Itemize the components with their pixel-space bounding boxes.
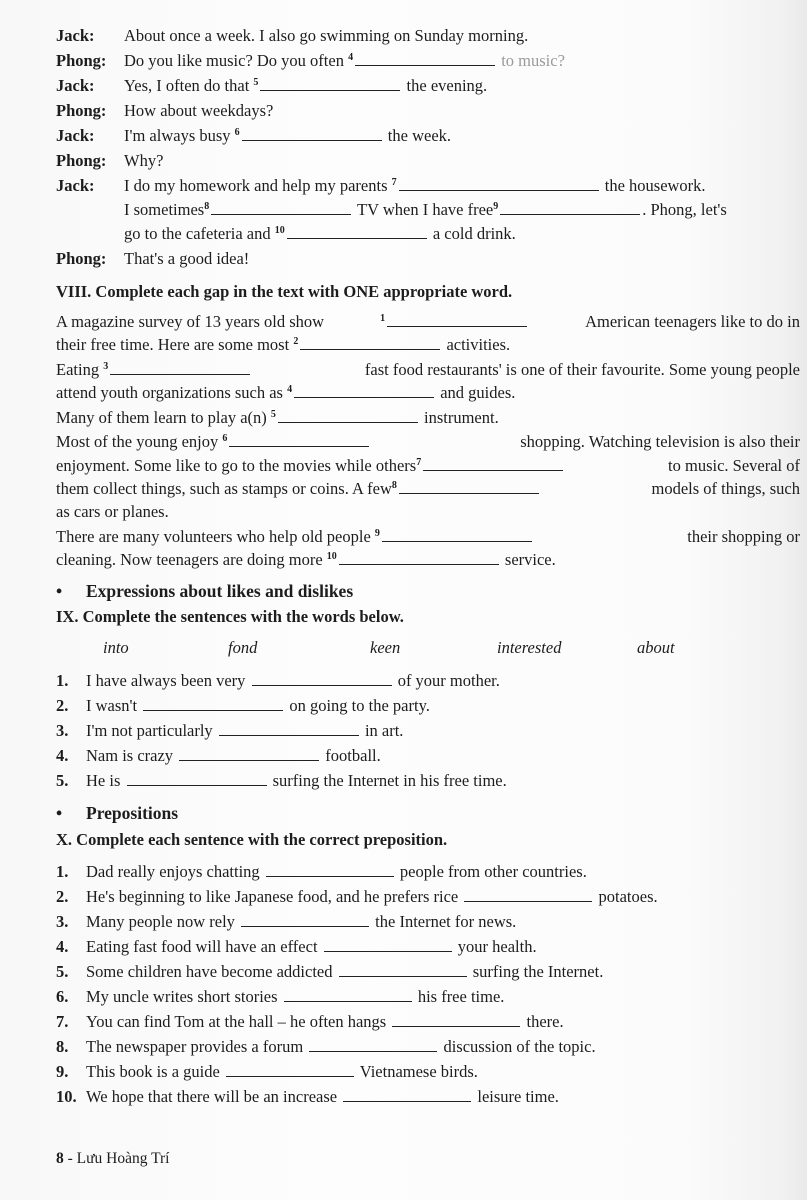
answer-blank[interactable] xyxy=(211,200,351,215)
answer-blank[interactable] xyxy=(343,1087,471,1102)
answer-blank[interactable] xyxy=(179,746,319,761)
gap-number: 10 xyxy=(274,225,285,236)
speaker-label: Phong: xyxy=(56,151,107,170)
exercise-item: 1. Dad really enjoys chatting people from other countries. xyxy=(56,862,587,881)
answer-blank[interactable] xyxy=(423,456,563,471)
answer-blank[interactable] xyxy=(260,76,400,91)
passage-line: Eating $^3$ fast food restaurants' is one of their favourite. Some young people xyxy=(56,360,800,379)
answer-blank[interactable] xyxy=(339,550,499,565)
exercise-item: 5. He is surfing the Internet in his free time. xyxy=(56,771,507,790)
answer-blank[interactable] xyxy=(226,1062,354,1077)
exercise-item: 6. My uncle writes short stories his free time. xyxy=(56,987,505,1006)
answer-blank[interactable] xyxy=(382,527,532,542)
passage-line: A magazine survey of 13 years old show $^1$ American teenagers like to do in xyxy=(56,312,800,331)
exercise-item: 7. You can find Tom at the hall – he often hangs there. xyxy=(56,1012,564,1031)
answer-blank[interactable] xyxy=(399,176,599,191)
answer-blank[interactable] xyxy=(127,771,267,786)
answer-blank[interactable] xyxy=(500,200,640,215)
gap-number: 9 xyxy=(493,201,499,212)
dialogue-line: Why? xyxy=(124,151,164,170)
gap-number: 5 xyxy=(253,77,259,88)
exercise-item: 2. He's beginning to like Japanese food, and he prefers rice potatoes. xyxy=(56,887,658,906)
passage-line: enjoyment. Some like to go to the movies while others$^7$ to music. Several of xyxy=(56,456,800,475)
answer-blank[interactable] xyxy=(278,408,418,423)
answer-blank[interactable] xyxy=(143,696,283,711)
dialogue-line: Do you like music? Do you often $^4$ to music? xyxy=(124,51,565,70)
passage-line: them collect things, such as stamps or coins. A few$^8$ models of things, such xyxy=(56,479,800,498)
answer-blank[interactable] xyxy=(392,1012,520,1027)
dialogue-line: Yes, I often do that $^5$ the evening. xyxy=(124,76,488,95)
answer-blank[interactable] xyxy=(241,912,369,927)
word-bank-item: keen xyxy=(370,638,401,657)
passage-line: Many of them learn to play a(n) $^5$ instrument. xyxy=(56,408,499,427)
dialogue-line: I'm always busy $^6$ the week. xyxy=(124,126,452,145)
gap-number: 6 xyxy=(234,127,240,138)
exercise-item: 9. This book is a guide Vietnamese birds. xyxy=(56,1062,478,1081)
gap-number: 8 xyxy=(204,201,210,212)
answer-blank[interactable] xyxy=(309,1037,437,1052)
passage-line: their free time. Here are some most $^2$ activities. xyxy=(56,335,511,354)
exercise-item: 3. Many people now rely the Internet for news. xyxy=(56,912,517,931)
exercise-item: 2. I wasn't on going to the party. xyxy=(56,696,430,715)
section-9-title: IX. Complete the sentences with the words below. xyxy=(56,607,404,626)
bullet-heading-prepositions: • Prepositions xyxy=(56,803,179,823)
word-bank-item: into xyxy=(103,638,129,657)
answer-blank[interactable] xyxy=(266,862,394,877)
answer-blank[interactable] xyxy=(387,312,527,327)
answer-blank[interactable] xyxy=(464,887,592,902)
dialogue-line: That's a good idea! xyxy=(124,249,250,268)
bullet-icon: • xyxy=(56,581,63,601)
word-bank-item: fond xyxy=(228,638,258,657)
exercise-item: 5. Some children have become addicted surfing the Internet. xyxy=(56,962,604,981)
answer-blank[interactable] xyxy=(252,671,392,686)
page-number: 8 xyxy=(56,1150,64,1167)
bullet-icon: • xyxy=(56,803,63,823)
exercise-item: 4. Nam is crazy football. xyxy=(56,746,381,765)
speaker-label: Phong: xyxy=(56,51,107,70)
bullet-heading-expressions: • Expressions about likes and dislikes xyxy=(56,581,354,601)
answer-blank[interactable] xyxy=(324,937,452,952)
answer-blank[interactable] xyxy=(355,51,495,66)
page-footer: 8 - Lưu Hoàng Trí xyxy=(56,1150,170,1167)
gap-number: 7 xyxy=(391,177,397,188)
answer-blank[interactable] xyxy=(287,224,427,239)
dialogue-line: go to the cafeteria and $^{10}$ a cold drink. xyxy=(124,224,516,243)
passage-line: There are many volunteers who help old people $^9$ their shopping or xyxy=(56,527,800,546)
answer-blank[interactable] xyxy=(219,721,359,736)
passage-line: cleaning. Now teenagers are doing more $^{10}$ service. xyxy=(56,550,556,569)
exercise-item: 10. We hope that there will be an increase leisure time. xyxy=(56,1087,559,1106)
exercise-item: 3. I'm not particularly in art. xyxy=(56,721,404,740)
dialogue-line: I do my homework and help my parents $^7$ the housework. xyxy=(124,176,706,195)
exercise-item: 1. I have always been very of your mother. xyxy=(56,671,500,690)
speaker-label: Jack: xyxy=(56,126,95,145)
word-bank-item: about xyxy=(637,638,675,657)
gap-number: 4 xyxy=(348,52,354,63)
section-8-title: VIII. Complete each gap in the text with ONE appropriate word. xyxy=(56,282,513,301)
answer-blank[interactable] xyxy=(300,335,440,350)
word-bank-item: interested xyxy=(497,638,562,657)
answer-blank[interactable] xyxy=(229,432,369,447)
speaker-label: Jack: xyxy=(56,76,95,95)
passage-line: as cars or planes. xyxy=(56,502,169,521)
speaker-label: Phong: xyxy=(56,249,107,268)
dialogue-line: How about weekdays? xyxy=(124,101,274,120)
answer-blank[interactable] xyxy=(339,962,467,977)
answer-blank[interactable] xyxy=(294,383,434,398)
answer-blank[interactable] xyxy=(399,479,539,494)
passage-line: attend youth organizations such as $^4$ and guides. xyxy=(56,383,516,402)
dialogue-line: I sometimes$^8$ TV when I have free$^9$ . Phong, let's xyxy=(124,200,727,219)
answer-blank[interactable] xyxy=(242,126,382,141)
dialogue-line: About once a week. I also go swimming on Sunday morning. xyxy=(124,26,529,45)
speaker-label: Phong: xyxy=(56,101,107,120)
exercise-item: 4. Eating fast food will have an effect your health. xyxy=(56,937,537,956)
exercise-item: 8. The newspaper provides a forum discussion of the topic. xyxy=(56,1037,596,1056)
passage-line: Most of the young enjoy $^6$ shopping. Watching television is also their xyxy=(56,432,800,451)
speaker-label: Jack: xyxy=(56,26,95,45)
answer-blank[interactable] xyxy=(110,360,250,375)
section-10-title: X. Complete each sentence with the correct preposition. xyxy=(56,830,448,849)
author-name: Lưu Hoàng Trí xyxy=(76,1150,170,1167)
answer-blank[interactable] xyxy=(284,987,412,1002)
speaker-label: Jack: xyxy=(56,176,95,195)
